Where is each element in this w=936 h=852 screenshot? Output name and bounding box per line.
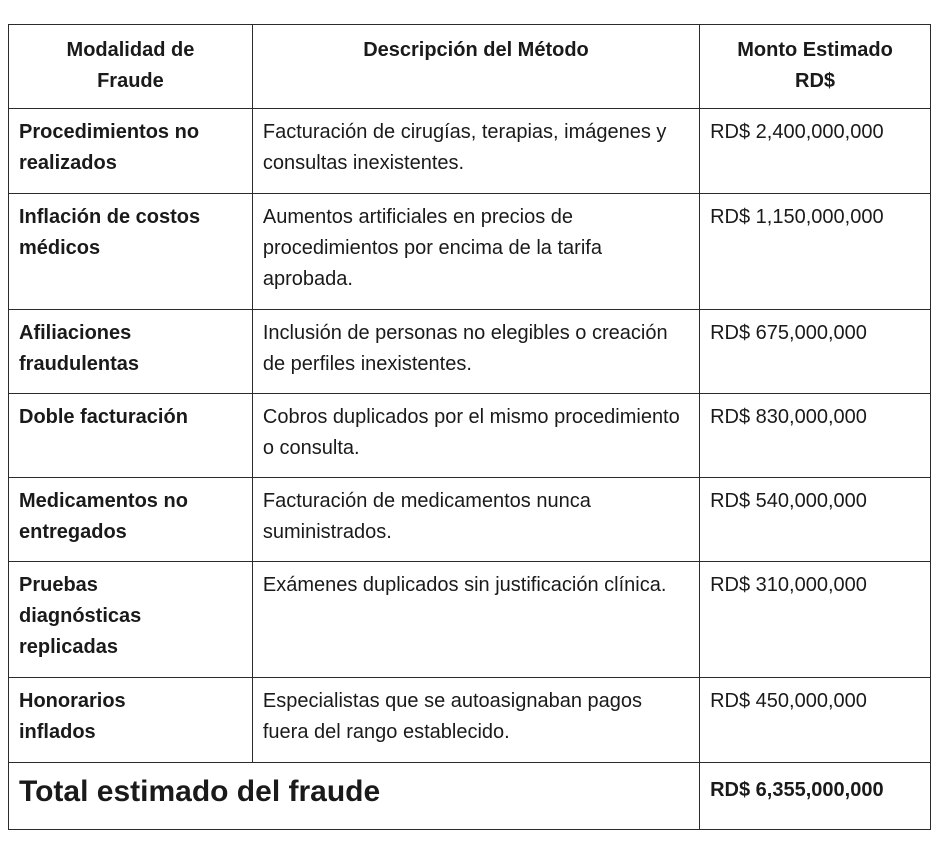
description-cell: Exámenes duplicados sin justificación clínica. (252, 562, 699, 678)
table-row (9, 109, 931, 194)
amount-cell: RD$ 1,150,000,000 (700, 194, 931, 310)
total-row (9, 763, 931, 830)
modality-cell: Pruebas diagnósticas replicadas (9, 562, 253, 678)
description-cell: Facturación de medicamentos nunca suministrados. (252, 478, 699, 562)
amount-cell: RD$ 2,400,000,000 (700, 109, 931, 194)
modality-cell: Procedimientos no realizados (9, 109, 253, 194)
total-amount: RD$ 6,355,000,000 (700, 763, 931, 830)
modality-cell: Afiliaciones fraudulentas (9, 310, 253, 394)
table-row (9, 194, 931, 310)
header-modality: Modalidad de Fraude (9, 25, 253, 109)
description-cell: Cobros duplicados por el mismo procedimiento o consulta. (252, 394, 699, 478)
fraud-table (8, 24, 931, 830)
table-row (9, 562, 931, 678)
table-row (9, 478, 931, 562)
description-cell: Aumentos artificiales en precios de procedimientos por encima de la tarifa aprobada. (252, 194, 699, 310)
description-cell: Especialistas que se autoasignaban pagos fuera del rango establecido. (252, 678, 699, 763)
table-row (9, 394, 931, 478)
amount-cell: RD$ 540,000,000 (700, 478, 931, 562)
header-amount: Monto Estimado RD$ (700, 25, 931, 109)
header-row (9, 25, 931, 109)
amount-cell: RD$ 310,000,000 (700, 562, 931, 678)
header-description: Descripción del Método (252, 25, 699, 109)
modality-cell: Doble facturación (9, 394, 253, 478)
table-row (9, 310, 931, 394)
total-label: Total estimado del fraude (9, 763, 700, 830)
amount-cell: RD$ 675,000,000 (700, 310, 931, 394)
description-cell: Inclusión de personas no elegibles o creación de perfiles inexistentes. (252, 310, 699, 394)
modality-cell: Honorarios inflados (9, 678, 253, 763)
description-cell: Facturación de cirugías, terapias, imágenes y consultas inexistentes. (252, 109, 699, 194)
amount-cell: RD$ 450,000,000 (700, 678, 931, 763)
table-row (9, 678, 931, 763)
modality-cell: Inflación de costos médicos (9, 194, 253, 310)
amount-cell: RD$ 830,000,000 (700, 394, 931, 478)
modality-cell: Medicamentos no entregados (9, 478, 253, 562)
